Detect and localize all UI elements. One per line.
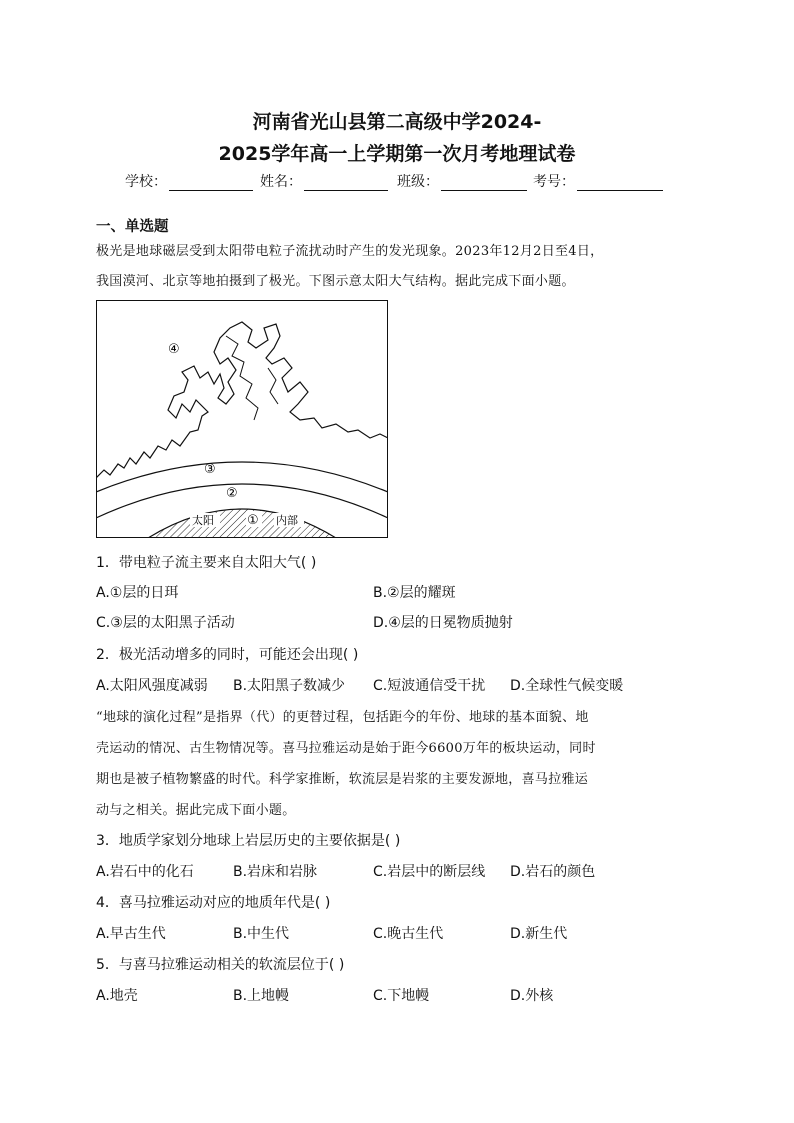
plume-detail-2 bbox=[268, 368, 278, 404]
number-label: 考号： bbox=[533, 174, 575, 190]
passage2-line3: 期也是被子植物繁盛的时代。科学家推断，软流层是岩浆的主要发源地，喜马拉雅运 bbox=[96, 772, 589, 787]
class-field bbox=[397, 171, 527, 191]
number-field bbox=[533, 171, 663, 191]
label-interior: 内部 bbox=[276, 514, 298, 527]
q3-option-b[interactable]: B.岩床和岩脉 bbox=[233, 864, 318, 880]
q2-option-c[interactable]: C.短波通信受干扰 bbox=[373, 678, 486, 694]
q5-option-a[interactable]: A.地壳 bbox=[96, 988, 138, 1004]
school-label: 学校： bbox=[125, 174, 167, 190]
q5-option-d[interactable]: D.外核 bbox=[510, 988, 554, 1004]
sun-interior-layer bbox=[148, 509, 336, 538]
question-1-stem: 1．带电粒子流主要来自太阳大气( ) bbox=[96, 555, 317, 571]
label-photosphere: ② bbox=[226, 486, 238, 501]
q5-option-b[interactable]: B.上地幔 bbox=[233, 988, 290, 1004]
label-sun: 太阳 bbox=[192, 514, 214, 527]
passage1-line2: 我国漠河、北京等地拍摄到了极光。下图示意太阳大气结构。据此完成下面小题。 bbox=[96, 274, 575, 289]
q5-option-c[interactable]: C.下地幔 bbox=[373, 988, 430, 1004]
question-2-stem: 2．极光活动增多的同时，可能还会出现( ) bbox=[96, 647, 359, 663]
label-interior-marker: ① bbox=[247, 513, 259, 528]
corona-outline bbox=[96, 322, 388, 478]
question-5-stem: 5．与喜马拉雅运动相关的软流层位于( ) bbox=[96, 957, 345, 973]
exam-title-line2: 2025学年高一上学期第一次月考地理试卷 bbox=[218, 143, 576, 165]
section-title: 一、单选题 bbox=[96, 219, 169, 235]
q2-option-b[interactable]: B.太阳黑子数减少 bbox=[233, 678, 346, 694]
q4-option-d[interactable]: D.新生代 bbox=[510, 926, 568, 942]
q4-option-c[interactable]: C.晚古生代 bbox=[373, 926, 444, 942]
passage1-line1: 极光是地球磁层受到太阳带电粒子流扰动时产生的发光现象。2023年12月2日至4日， bbox=[96, 244, 604, 259]
figure-frame bbox=[97, 301, 388, 538]
q4-option-a[interactable]: A.早古生代 bbox=[96, 926, 166, 942]
q1-option-a[interactable]: A.①层的日珥 bbox=[96, 585, 179, 601]
number-blank bbox=[577, 175, 663, 191]
sun-atmosphere-diagram bbox=[96, 300, 388, 538]
question-3-stem: 3．地质学家划分地球上岩层历史的主要依据是( ) bbox=[96, 833, 401, 849]
school-blank bbox=[169, 175, 253, 191]
q4-option-b[interactable]: B.中生代 bbox=[233, 926, 290, 942]
q2-option-a[interactable]: A.太阳风强度减弱 bbox=[96, 678, 208, 694]
label-chromosphere: ③ bbox=[204, 462, 216, 477]
q1-option-c[interactable]: C.③层的太阳黑子活动 bbox=[96, 615, 235, 631]
label-corona: ④ bbox=[168, 342, 180, 357]
q2-option-d[interactable]: D.全球性气候变暖 bbox=[510, 678, 624, 694]
exam-title-line1: 河南省光山县第二高级中学2024- bbox=[252, 111, 542, 133]
passage2-line1: “地球的演化过程”是指界（代）的更替过程，包括距今的年份、地球的基本面貌、地 bbox=[96, 710, 589, 725]
class-label: 班级： bbox=[397, 174, 439, 190]
q3-option-d[interactable]: D.岩石的颜色 bbox=[510, 864, 596, 880]
name-label: 姓名： bbox=[260, 174, 302, 190]
passage2-line2: 壳运动的情况、古生物情况等。喜马拉雅运动是始于距今6600万年的板块运动，同时 bbox=[96, 741, 596, 756]
passage2-line4: 动与之相关。据此完成下面小题。 bbox=[96, 803, 296, 818]
q1-option-d[interactable]: D.④层的日冕物质抛射 bbox=[373, 615, 513, 631]
school-field bbox=[125, 171, 253, 191]
chromosphere-boundary bbox=[96, 462, 388, 492]
q1-option-b[interactable]: B.②层的耀斑 bbox=[373, 585, 456, 601]
name-field bbox=[260, 171, 388, 191]
name-blank bbox=[304, 175, 388, 191]
q3-option-a[interactable]: A.岩石中的化石 bbox=[96, 864, 194, 880]
q3-option-c[interactable]: C.岩层中的断层线 bbox=[373, 864, 486, 880]
question-4-stem: 4．喜马拉雅运动对应的地质年代是( ) bbox=[96, 895, 331, 911]
class-blank bbox=[441, 175, 527, 191]
